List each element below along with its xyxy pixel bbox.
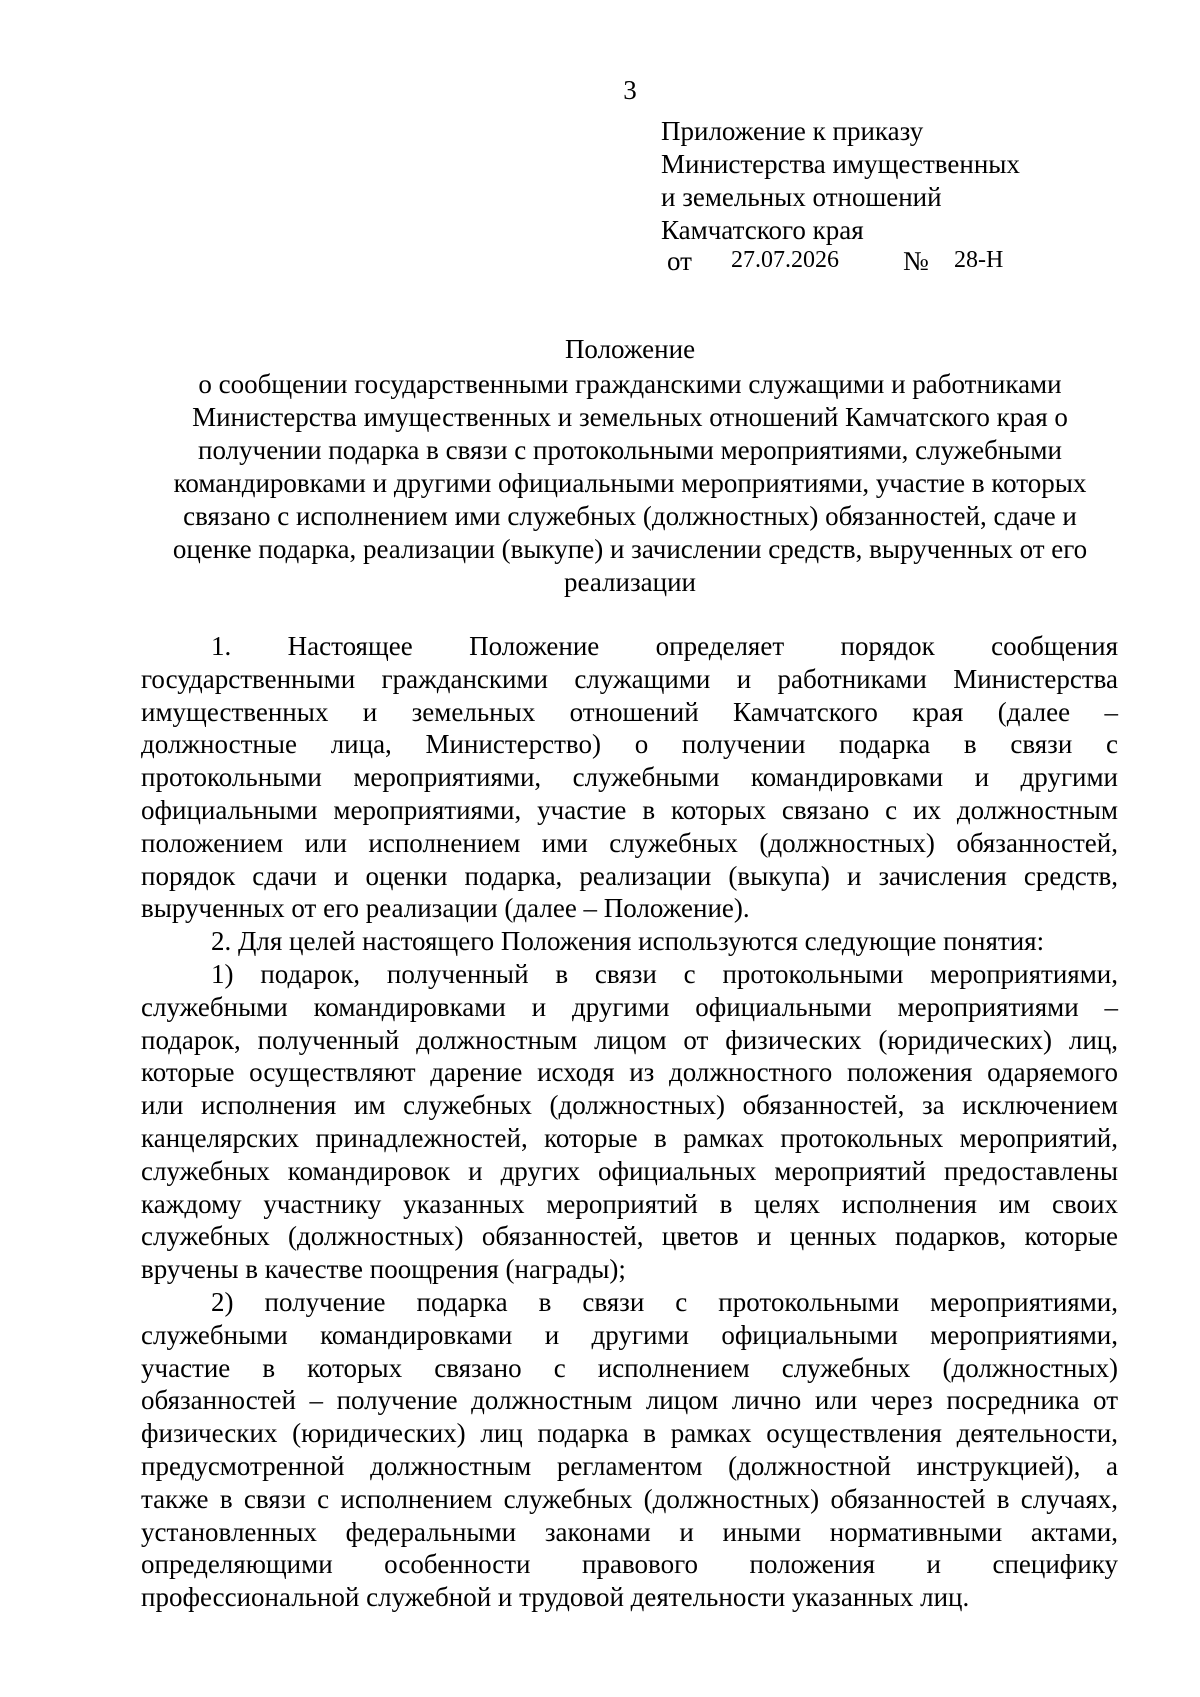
paragraph-2 — [141, 925, 1118, 958]
appendix-header — [661, 115, 1020, 247]
subtitle-line: получении подарка в связи с протокольными мероприятиями, служебными — [198, 435, 1062, 465]
text-line: официальными мероприятиями, участие в которых связано с их должностным — [141, 794, 1118, 825]
subtitle-line: о сообщении государственными гражданскими служащими и работниками — [198, 369, 1062, 399]
subtitle-line: командировками и другими официальными мероприятиями, участие в которых — [173, 468, 1087, 498]
text-line: или исполнения им служебных (должностных) обязанностей, за исключением — [141, 1090, 1118, 1121]
text-line: должностные лица, Министерство) о получении подарка в связи с — [141, 729, 1118, 760]
text-line: также в связи с исполнением служебных (должностных) обязанностей в случаях, — [141, 1483, 1118, 1514]
text-line: служебных командировок и других официальных мероприятий предоставлены — [141, 1155, 1118, 1186]
text-line: определяющими особенности правового положения и специфику — [141, 1549, 1118, 1580]
text-line: государственными гражданскими служащими и работниками Министерства — [141, 663, 1118, 694]
text-line: протокольными мероприятиями, служебными командировками и другими — [141, 762, 1118, 793]
text-line: участие в которых связано с исполнением служебных (должностных) — [141, 1352, 1118, 1383]
appendix-line: Приложение к приказу — [661, 116, 924, 146]
text-line: каждому участнику указанных мероприятий в целях исполнения им своих — [141, 1188, 1118, 1219]
order-number-label: № — [903, 246, 929, 276]
text-line: положением или исполнением ими служебных (должностных) обязанностей, — [141, 827, 1118, 858]
subtitle-line: реализации — [564, 567, 696, 597]
document-subtitle — [130, 368, 1130, 599]
paragraph-3 — [141, 958, 1118, 1286]
appendix-line: и земельных отношений — [661, 182, 942, 212]
order-date-label: от — [667, 246, 692, 276]
text-line: 2. Для целей настоящего Положения используются следующие понятия: — [211, 926, 1045, 957]
text-line: канцелярских принадлежностей, которые в рамках протокольных мероприятий, — [141, 1122, 1118, 1153]
text-line: установленных федеральными законами и иными нормативными актами, — [141, 1516, 1118, 1547]
text-line: 2) получение подарка в связи с протокольными мероприятиями, — [211, 1286, 1118, 1317]
paragraph-4 — [141, 1286, 1118, 1614]
order-number: 28-Н — [954, 247, 1004, 273]
document-body — [141, 630, 1118, 1614]
page-number: 3 — [623, 75, 637, 105]
text-line: 1) подарок, полученный в связи с протокольными мероприятиями, — [211, 958, 1118, 989]
text-line: порядок сдачи и оценки подарка, реализации (выкупа) и зачисления средств, — [141, 860, 1118, 891]
appendix-line: Камчатского края — [661, 215, 864, 245]
subtitle-line: Министерства имущественных и земельных отношений Камчатского края о — [192, 402, 1068, 432]
text-line: предусмотренной должностным регламентом (должностной инструкцией), а — [141, 1450, 1118, 1481]
text-line: подарок, полученный должностным лицом от физических (юридических) лиц, — [141, 1024, 1118, 1055]
text-line: 1. Настоящее Положение определяет порядок сообщения — [211, 631, 1118, 661]
text-line: физических (юридических) лиц подарка в рамках осуществления деятельности, — [141, 1418, 1118, 1449]
text-line: профессиональной служебной и трудовой деятельности указанных лиц. — [141, 1582, 970, 1613]
document-title: Положение — [564, 334, 696, 364]
text-line: имущественных и земельных отношений Камчатского края (далее – — [141, 696, 1118, 727]
subtitle-line: оценке подарка, реализации (выкупе) и зачислении средств, вырученных от его — [172, 534, 1088, 564]
order-date: 27.07.2026 — [731, 247, 839, 273]
text-line: служебных (должностных) обязанностей, цветов и ценных подарков, которые — [141, 1221, 1118, 1252]
text-line: обязанностей – получение должностным лицом лично или через посредника от — [141, 1385, 1118, 1416]
subtitle-line: связано с исполнением ими служебных (должностных) обязанностей, сдаче и — [183, 501, 1077, 531]
paragraph-1 — [141, 630, 1118, 925]
text-line: служебными командировками и другими официальными мероприятиями – — [141, 991, 1118, 1022]
text-line: служебными командировками и другими официальными мероприятиями, — [141, 1319, 1118, 1350]
text-line: вручены в качестве поощрения (награды); — [141, 1254, 626, 1285]
text-line: вырученных от его реализации (далее – Положение). — [141, 893, 750, 924]
appendix-line: Министерства имущественных — [661, 149, 1020, 179]
text-line: которые осуществляют дарение исходя из должностного положения одаряемого — [141, 1057, 1118, 1088]
